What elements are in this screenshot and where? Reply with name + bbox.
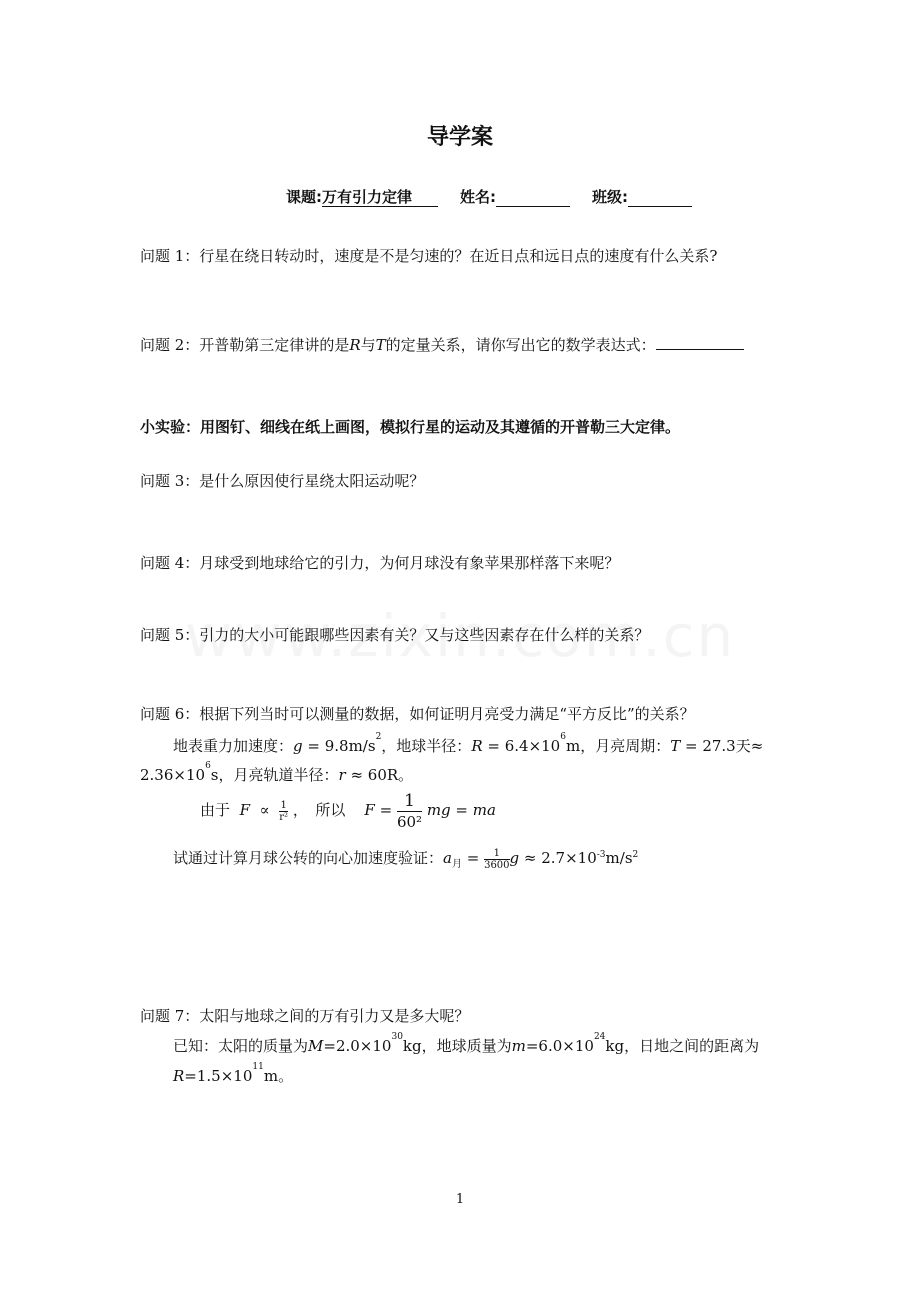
q6-l1-t: T	[670, 737, 681, 755]
question-3: 问题 3：是什么原因使行星绕太阳运动呢？	[140, 472, 425, 490]
q6-l1-b: = 9.8m/s	[302, 737, 376, 755]
q2-answer-blank	[656, 335, 744, 350]
q6-l1-d-sup: 6	[560, 732, 566, 742]
q6-l2-b: s，月亮轨道半径：	[210, 766, 339, 784]
fraction-2-num: 1	[397, 791, 422, 812]
q6-verify	[173, 843, 638, 880]
name-blank	[496, 189, 570, 207]
q7-l2-a-sup: 11	[252, 1062, 264, 1072]
q6-l1-e: m，月亮周期：	[565, 737, 671, 755]
verify-a: a	[443, 849, 452, 867]
q6-data-line-1	[173, 732, 764, 756]
formula-so: ， 所以	[292, 801, 346, 819]
q7-l2-a: =1.5×10	[184, 1067, 253, 1085]
formula-f: F	[239, 801, 250, 819]
formula-rhs: mg = ma	[426, 801, 496, 819]
fraction-1-den: r²	[279, 811, 289, 823]
experiment-note: 小实验：用图钉、细线在纸上画图，模拟行星的运动及其遵循的开普勒三大定律。	[140, 418, 681, 436]
q7-l2-b: m。	[263, 1067, 294, 1085]
topic-label: 课题:	[286, 188, 322, 206]
q6-data-line-2	[140, 761, 414, 785]
q7-l1-c: kg，地球质量为	[402, 1037, 512, 1055]
q2-prefix: 问题 2：开普勒第三定律讲的是	[140, 336, 350, 354]
verify-approx: ≈ 2.7×10	[519, 849, 597, 867]
question-4: 问题 4：月球受到地球给它的引力，为何月球没有象苹果那样落下来呢？	[140, 554, 620, 572]
class-blank	[628, 189, 692, 207]
formula-f2: F	[364, 801, 375, 819]
fraction-1-num: 1	[280, 799, 287, 811]
verify-num: 1	[484, 848, 509, 860]
verify-a-sub: 月	[451, 859, 462, 870]
q7-l1-d-sup: 24	[593, 1032, 606, 1042]
question-2	[140, 334, 744, 355]
verify-text: 试通过计算月球公转的向心加速度验证：	[173, 849, 444, 867]
q6-l2-c: ≈ 60R。	[345, 766, 414, 784]
q6-l2-r: r	[338, 766, 346, 784]
q7-l1-b: =2.0×10	[323, 1037, 392, 1055]
verify-unit: m/s	[605, 849, 633, 867]
q6-l2-a-sup: 6	[205, 761, 211, 771]
q6-l1-c: ，地球半径：	[381, 737, 472, 755]
q6-l1-a: 地表重力加速度：	[173, 737, 294, 755]
q6-l1-d: = 6.4×10	[482, 737, 561, 755]
fraction-2-den: 60²	[396, 812, 423, 831]
q7-l1-e: kg，日地之间的距离为	[605, 1037, 760, 1055]
verify-unit-sup: 2	[632, 850, 639, 860]
q7-data-line-1	[173, 1032, 760, 1056]
question-6: 问题 6：根据下列当时可以测量的数据，如何证明月亮受力满足“平方反比”的关系？	[140, 705, 695, 723]
formula-fraction-1	[279, 800, 288, 823]
verify-approx-sup: -3	[596, 850, 606, 860]
header-fields	[286, 186, 692, 207]
formula-proportional: ∝	[259, 801, 270, 819]
q7-l2-r: R	[173, 1067, 185, 1085]
q7-data-line-2	[173, 1062, 294, 1086]
q2-mid: 与	[360, 336, 376, 354]
verify-fraction	[484, 848, 509, 871]
verify-g: g	[509, 849, 520, 867]
question-5: 问题 5：引力的大小可能跟哪些因素有关？又与这些因素存在什么样的关系？	[140, 626, 650, 644]
q6-formula	[200, 790, 496, 832]
q6-l1-b-sup: 2	[375, 732, 382, 742]
q7-l1-a: 已知：太阳的质量为	[173, 1037, 309, 1055]
q2-var-t: T	[375, 336, 386, 354]
verify-den: 3600	[484, 859, 510, 871]
formula-eq: =	[374, 801, 397, 819]
q6-l1-f: = 27.3天≈	[680, 737, 764, 755]
question-1: 问题 1：行星在绕日转动时，速度是不是匀速的？在近日点和远日点的速度有什么关系?	[140, 247, 718, 265]
q6-l1-g: g	[293, 737, 303, 755]
question-7: 问题 7：太阳与地球之间的万有引力又是多大呢？	[140, 1007, 470, 1025]
q2-suffix: 的定量关系，请你写出它的数学表达式：	[385, 336, 656, 354]
name-label: 姓名:	[460, 188, 496, 206]
class-label: 班级:	[592, 188, 628, 206]
topic-value: 万有引力定律	[322, 189, 438, 207]
formula-because: 由于	[200, 801, 231, 819]
formula-fraction-2	[397, 791, 422, 832]
q7-l1-m-small: m	[511, 1037, 526, 1055]
q6-l1-r: R	[471, 737, 483, 755]
q7-l1-b-sup: 30	[391, 1032, 403, 1042]
q7-l1-m-big: M	[308, 1037, 324, 1055]
q2-var-r: R	[349, 336, 361, 354]
verify-eq: =	[461, 849, 485, 867]
page-number: 1	[455, 1192, 465, 1207]
page-title: 导学案	[426, 125, 493, 150]
q7-l1-d: =6.0×10	[525, 1037, 594, 1055]
q6-l2-a: 2.36×10	[140, 766, 206, 784]
